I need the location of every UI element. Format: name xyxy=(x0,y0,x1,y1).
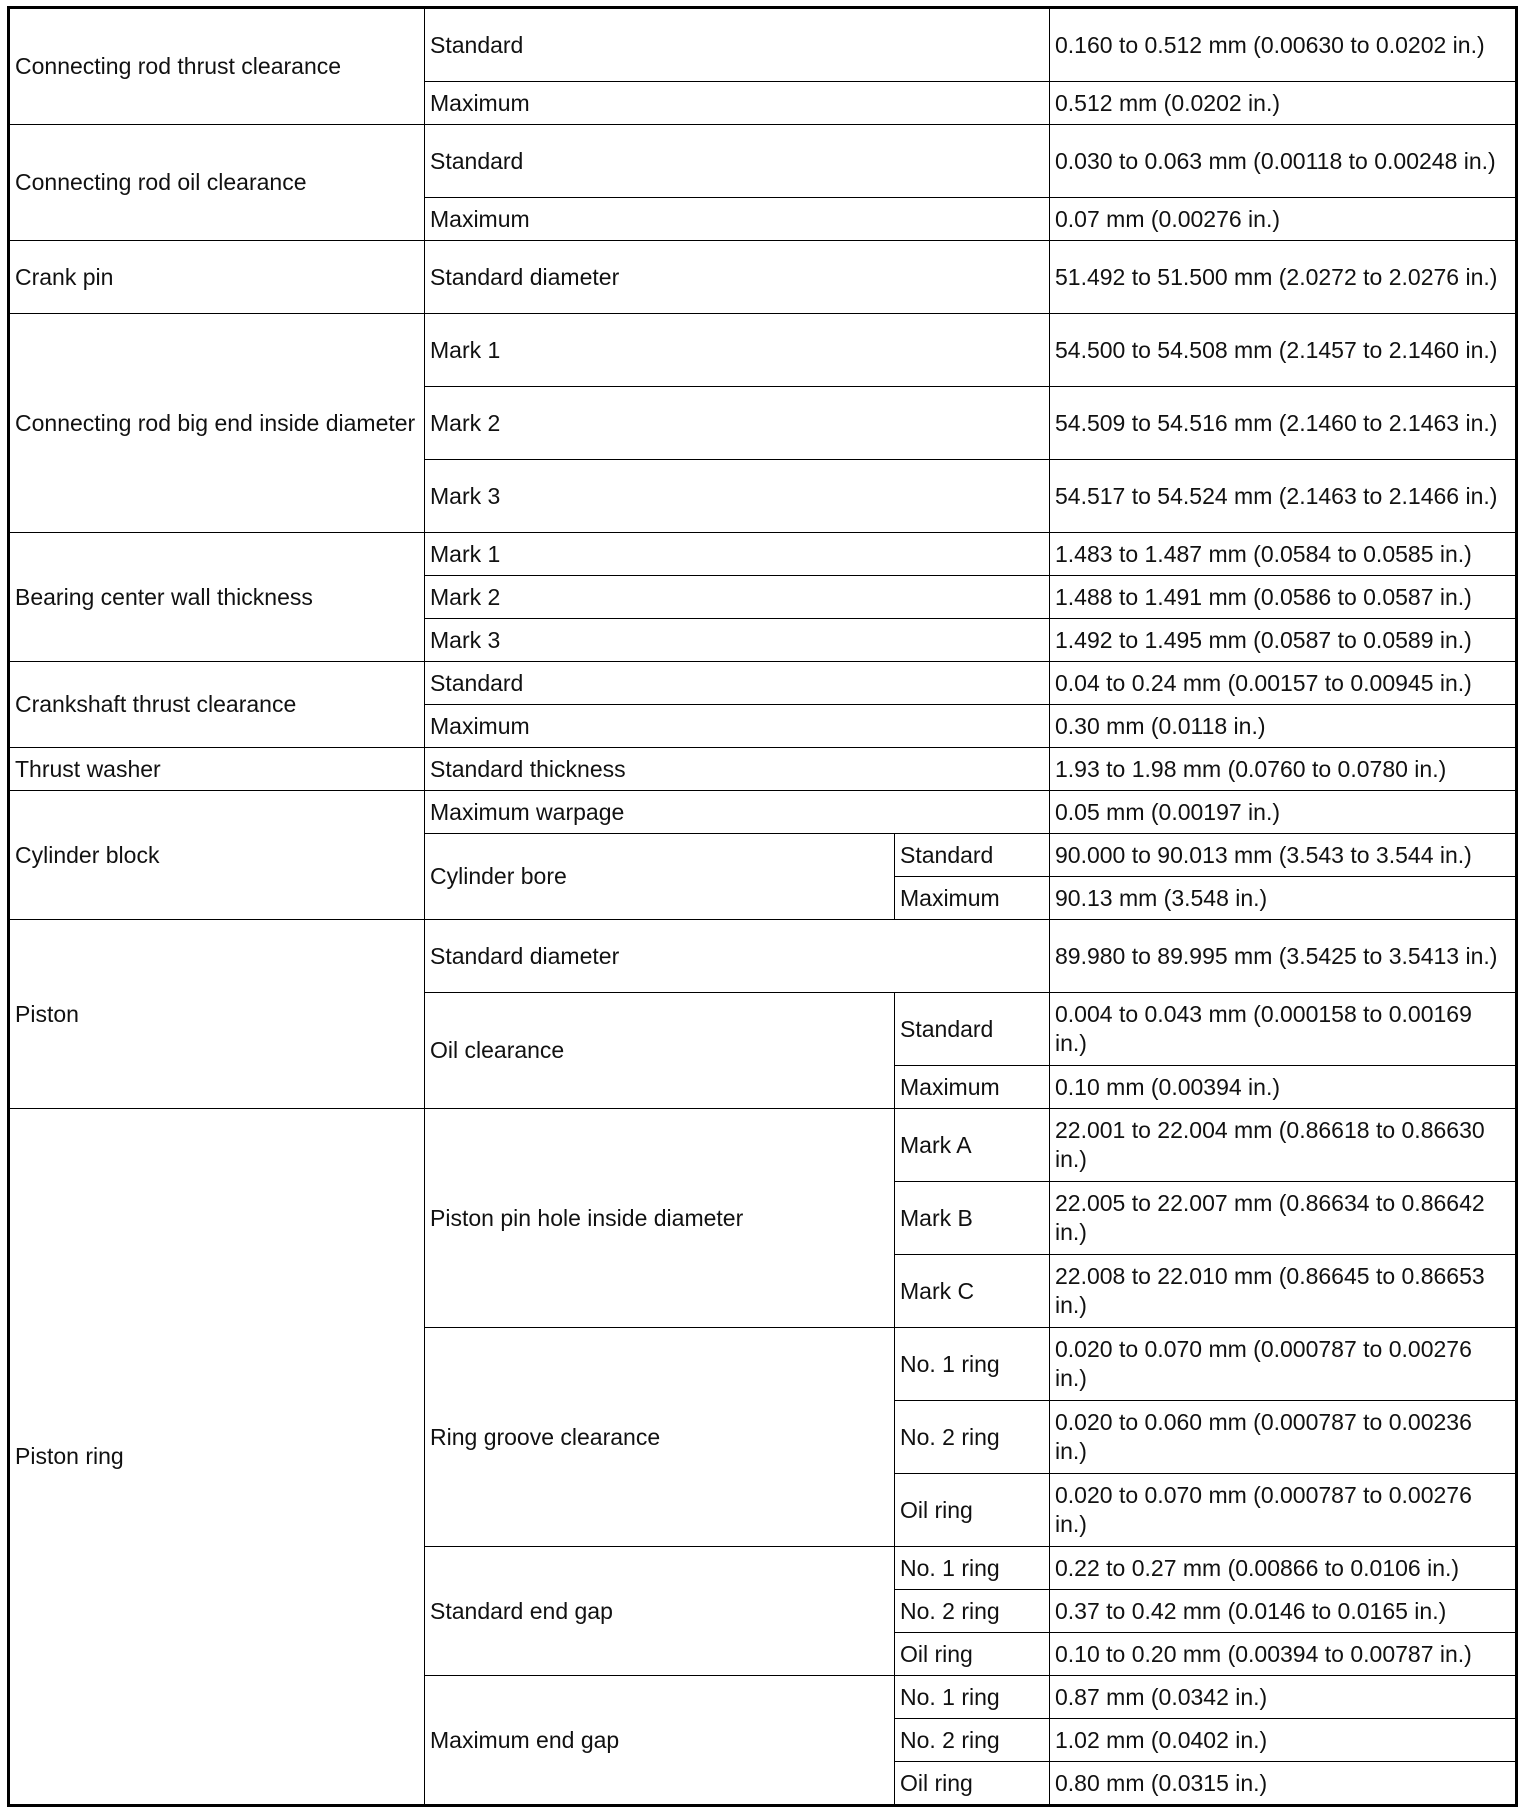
subcondition-cell: No. 1 ring xyxy=(895,1547,1050,1590)
condition-cell: Mark 1 xyxy=(425,533,1050,576)
value-cell: 0.512 mm (0.0202 in.) xyxy=(1050,82,1517,125)
value-cell: 1.488 to 1.491 mm (0.0586 to 0.0587 in.) xyxy=(1050,576,1517,619)
item-cell: Crankshaft thrust clearance xyxy=(9,662,425,748)
value-cell: 0.05 mm (0.00197 in.) xyxy=(1050,791,1517,834)
subcondition-cell: Maximum xyxy=(895,877,1050,920)
table-row xyxy=(9,8,1517,82)
subcondition-cell: No. 2 ring xyxy=(895,1590,1050,1633)
condition-cell: Piston pin hole inside diameter xyxy=(425,1109,895,1328)
value-cell: 89.980 to 89.995 mm (3.5425 to 3.5413 in.) xyxy=(1050,920,1517,993)
value-cell: 0.37 to 0.42 mm (0.0146 to 0.0165 in.) xyxy=(1050,1590,1517,1633)
condition-cell: Standard xyxy=(425,662,1050,705)
condition-cell: Oil clearance xyxy=(425,993,895,1109)
item-cell: Thrust washer xyxy=(9,748,425,791)
condition-cell: Maximum end gap xyxy=(425,1676,895,1806)
table-row xyxy=(9,662,1517,705)
table-row xyxy=(9,125,1517,198)
value-cell: 22.005 to 22.007 mm (0.86634 to 0.86642 in.) xyxy=(1050,1182,1517,1255)
subcondition-cell: Mark C xyxy=(895,1255,1050,1328)
value-cell: 0.10 to 0.20 mm (0.00394 to 0.00787 in.) xyxy=(1050,1633,1517,1676)
condition-cell: Mark 1 xyxy=(425,314,1050,387)
condition-cell: Maximum xyxy=(425,82,1050,125)
table-row xyxy=(9,1109,1517,1182)
value-cell: 54.517 to 54.524 mm (2.1463 to 2.1466 in.) xyxy=(1050,460,1517,533)
table-row xyxy=(9,748,1517,791)
value-cell: 1.492 to 1.495 mm (0.0587 to 0.0589 in.) xyxy=(1050,619,1517,662)
subcondition-cell: Mark A xyxy=(895,1109,1050,1182)
value-cell: 0.030 to 0.063 mm (0.00118 to 0.00248 in.) xyxy=(1050,125,1517,198)
value-cell: 0.004 to 0.043 mm (0.000158 to 0.00169 in.) xyxy=(1050,993,1517,1066)
condition-cell: Ring groove clearance xyxy=(425,1328,895,1547)
subcondition-cell: Oil ring xyxy=(895,1633,1050,1676)
subcondition-cell: No. 1 ring xyxy=(895,1328,1050,1401)
value-cell: 1.483 to 1.487 mm (0.0584 to 0.0585 in.) xyxy=(1050,533,1517,576)
value-cell: 90.000 to 90.013 mm (3.543 to 3.544 in.) xyxy=(1050,834,1517,877)
condition-cell: Mark 3 xyxy=(425,460,1050,533)
item-cell: Crank pin xyxy=(9,241,425,314)
value-cell: 22.008 to 22.010 mm (0.86645 to 0.86653 in.) xyxy=(1050,1255,1517,1328)
item-cell: Bearing center wall thickness xyxy=(9,533,425,662)
item-cell: Piston ring xyxy=(9,1109,425,1806)
value-cell: 1.02 mm (0.0402 in.) xyxy=(1050,1719,1517,1762)
subcondition-cell: Oil ring xyxy=(895,1762,1050,1806)
table-row xyxy=(9,314,1517,387)
table-row xyxy=(9,241,1517,314)
condition-cell: Standard xyxy=(425,125,1050,198)
value-cell: 90.13 mm (3.548 in.) xyxy=(1050,877,1517,920)
subcondition-cell: Mark B xyxy=(895,1182,1050,1255)
item-cell: Connecting rod thrust clearance xyxy=(9,8,425,125)
subcondition-cell: Oil ring xyxy=(895,1474,1050,1547)
value-cell: 0.160 to 0.512 mm (0.00630 to 0.0202 in.) xyxy=(1050,8,1517,82)
specification-table xyxy=(7,6,1518,1807)
value-cell: 1.93 to 1.98 mm (0.0760 to 0.0780 in.) xyxy=(1050,748,1517,791)
spec-document xyxy=(7,6,1518,1807)
condition-cell: Mark 2 xyxy=(425,576,1050,619)
table-row xyxy=(9,533,1517,576)
condition-cell: Standard thickness xyxy=(425,748,1050,791)
table-row xyxy=(9,920,1517,993)
value-cell: 0.020 to 0.070 mm (0.000787 to 0.00276 in.) xyxy=(1050,1328,1517,1401)
subcondition-cell: Maximum xyxy=(895,1066,1050,1109)
item-cell: Connecting rod oil clearance xyxy=(9,125,425,241)
value-cell: 54.500 to 54.508 mm (2.1457 to 2.1460 in.) xyxy=(1050,314,1517,387)
value-cell: 0.22 to 0.27 mm (0.00866 to 0.0106 in.) xyxy=(1050,1547,1517,1590)
value-cell: 0.10 mm (0.00394 in.) xyxy=(1050,1066,1517,1109)
value-cell: 0.020 to 0.060 mm (0.000787 to 0.00236 in.) xyxy=(1050,1401,1517,1474)
value-cell: 54.509 to 54.516 mm (2.1460 to 2.1463 in.) xyxy=(1050,387,1517,460)
subcondition-cell: Standard xyxy=(895,993,1050,1066)
condition-cell: Mark 2 xyxy=(425,387,1050,460)
subcondition-cell: No. 2 ring xyxy=(895,1719,1050,1762)
item-cell: Cylinder block xyxy=(9,791,425,920)
value-cell: 0.80 mm (0.0315 in.) xyxy=(1050,1762,1517,1806)
condition-cell: Standard diameter xyxy=(425,241,1050,314)
condition-cell: Standard xyxy=(425,8,1050,82)
value-cell: 0.30 mm (0.0118 in.) xyxy=(1050,705,1517,748)
subcondition-cell: No. 1 ring xyxy=(895,1676,1050,1719)
subcondition-cell: No. 2 ring xyxy=(895,1401,1050,1474)
condition-cell: Maximum xyxy=(425,198,1050,241)
condition-cell: Maximum xyxy=(425,705,1050,748)
value-cell: 51.492 to 51.500 mm (2.0272 to 2.0276 in.) xyxy=(1050,241,1517,314)
value-cell: 22.001 to 22.004 mm (0.86618 to 0.86630 in.) xyxy=(1050,1109,1517,1182)
condition-cell: Maximum warpage xyxy=(425,791,1050,834)
value-cell: 0.04 to 0.24 mm (0.00157 to 0.00945 in.) xyxy=(1050,662,1517,705)
value-cell: 0.020 to 0.070 mm (0.000787 to 0.00276 in.) xyxy=(1050,1474,1517,1547)
subcondition-cell: Standard xyxy=(895,834,1050,877)
condition-cell: Mark 3 xyxy=(425,619,1050,662)
value-cell: 0.07 mm (0.00276 in.) xyxy=(1050,198,1517,241)
condition-cell: Standard end gap xyxy=(425,1547,895,1676)
table-row xyxy=(9,791,1517,834)
value-cell: 0.87 mm (0.0342 in.) xyxy=(1050,1676,1517,1719)
item-cell: Piston xyxy=(9,920,425,1109)
condition-cell: Cylinder bore xyxy=(425,834,895,920)
condition-cell: Standard diameter xyxy=(425,920,1050,993)
item-cell: Connecting rod big end inside diameter xyxy=(9,314,425,533)
